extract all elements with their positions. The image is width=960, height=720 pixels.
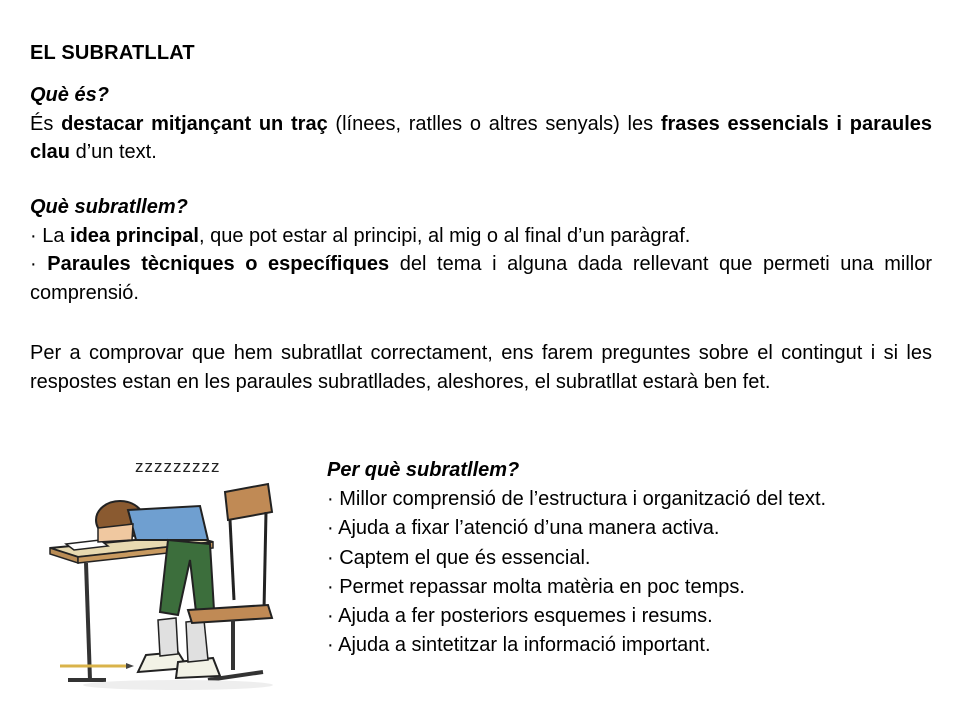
section-heading-what-is: Què és?	[30, 84, 109, 106]
list-item: · Ajuda a sintetitzar la informació important.	[327, 634, 711, 657]
page-title: EL SUBRATLLAT	[30, 42, 195, 64]
section-why-underline	[327, 456, 937, 660]
list-item	[30, 222, 932, 251]
text-run: d’un text.	[70, 141, 157, 163]
list-item: · Ajuda a fixar l’atenció d’una manera activa.	[327, 517, 720, 540]
section-what-to-underline	[30, 193, 932, 307]
check-paragraph: Per a comprovar que hem subratllat correctament, ens farem preguntes sobre el contingut i si les respostes estan en les paraules subratllades, aleshores, el subratllat estarà ben fet.	[30, 342, 932, 393]
section-check	[30, 339, 932, 396]
bold-text-run: frases essencials i paraules clau	[30, 112, 932, 163]
section-heading-why-underline: Per què subratllem?	[327, 459, 520, 481]
section-heading-what-to-underline: Què subratllem?	[30, 196, 188, 218]
text-run: És	[30, 112, 62, 135]
snore-text: zzzzzzzzz	[135, 457, 221, 476]
list-item: · Millor comprensió de l’estructura i organització del text.	[327, 488, 827, 511]
definition-paragraph	[30, 110, 932, 167]
list-item: · Permet repassar molta matèria en poc temps.	[327, 575, 745, 598]
section-what-is	[30, 81, 932, 167]
list-item: · Ajuda a fer posteriors esquemes i resums.	[327, 605, 713, 628]
bold-text-run: idea principal	[70, 224, 199, 247]
bold-text-run: Paraules tècniques o específiques	[47, 253, 390, 275]
text-run: del tema i alguna dada rellevant que permeti una millor comprensió.	[30, 253, 933, 304]
text-run: ·	[30, 253, 48, 275]
text-run: · La	[30, 224, 71, 247]
text-run: , que pot estar al principi, al mig o al final d’un paràgraf.	[198, 224, 691, 247]
sleeping-student-illustration	[28, 440, 300, 715]
list-item	[30, 250, 932, 307]
bold-text-run: destacar mitjançant un traç	[61, 112, 328, 135]
text-run: (línees, ratlles o altres senyals) les	[327, 112, 661, 135]
sleeping-student-icon	[28, 440, 300, 715]
list-item: · Captem el que és essencial.	[327, 546, 591, 569]
